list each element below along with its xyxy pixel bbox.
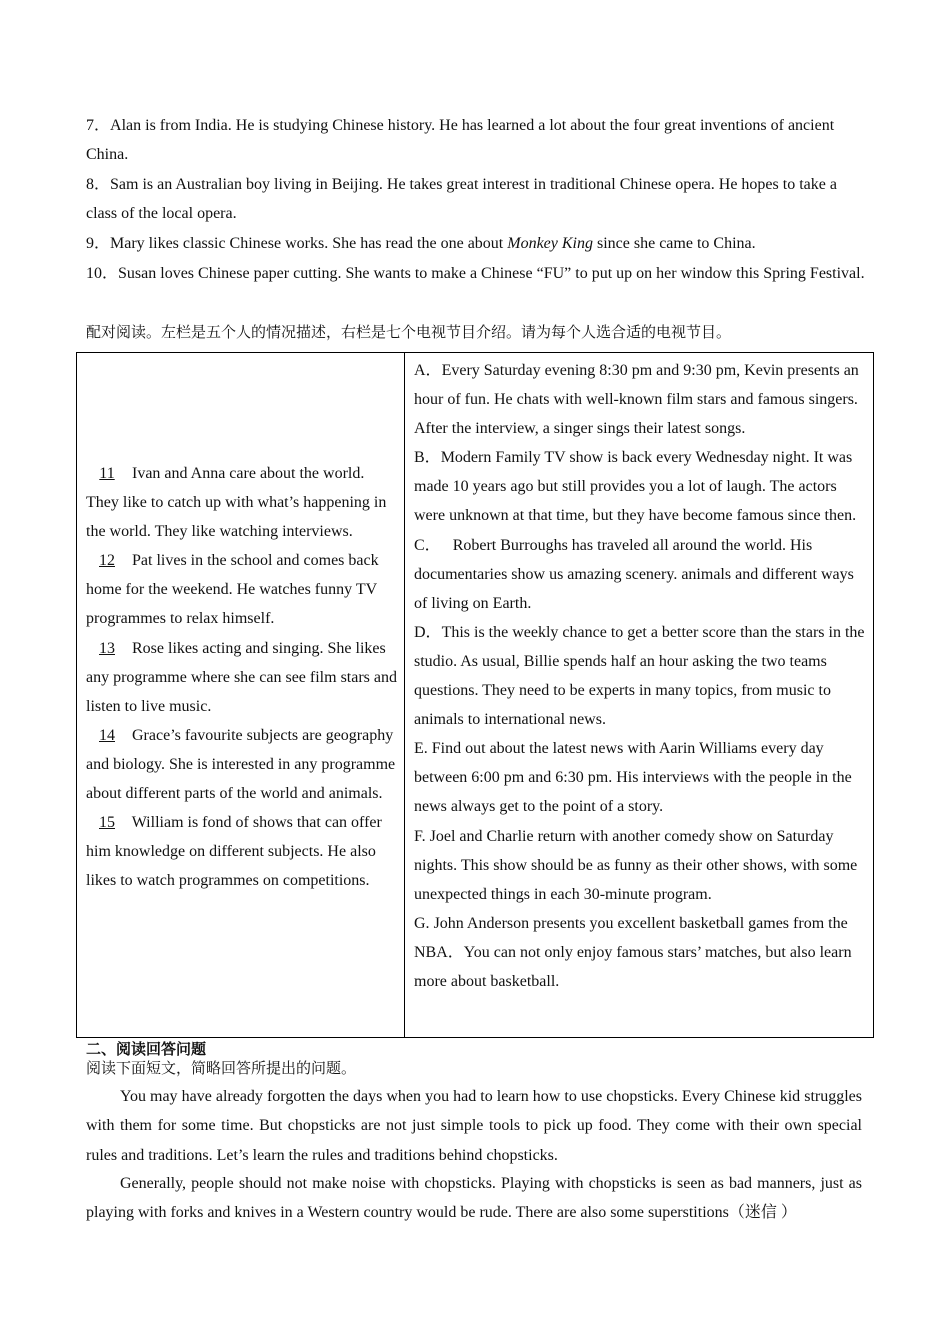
question-9: 9．Mary likes classic Chinese works. She has read the one about Monkey King since she came to China.: [86, 235, 756, 252]
answer-blank-15[interactable]: 15: [99, 814, 115, 832]
answer-blank-12[interactable]: 12: [99, 552, 115, 570]
question-8: 8．Sam is an Australian boy living in Beijing. He takes great interest in traditional Chinese opera. He hopes to take a class of the local opera.: [86, 176, 837, 223]
programme-a: A．Every Saturday evening 8:30 pm and 9:30 pm, Kevin presents an hour of fun. He chats with well-known film stars and famous singers. After the interview, a singer sings their latest songs.: [414, 362, 859, 438]
question-10: 10．Susan loves Chinese paper cutting. She wants to make a Chinese “FU” to put up on her window this Spring Festival.: [86, 265, 865, 282]
programme-f: F. Joel and Charlie return with another comedy show on Saturday nights. This show should be as funny as their other shows, with some unexpected things in each 30-minute program.: [414, 827, 858, 903]
question-7: 7．Alan is from India. He is studying Chinese history. He has learned a lot about the four great inventions of ancient China.: [86, 117, 835, 164]
matching-intro: 配对阅读。左栏是五个人的情况描述，右栏是七个电视节目介绍。请为每个人选合适的电视节目。: [86, 323, 732, 341]
section-instruction: 阅读下面短文，简略回答所提出的问题。: [86, 1059, 357, 1077]
people-column: [77, 353, 405, 1038]
passage-paragraph-2: Generally, people should not make noise with chopsticks. Playing with chopsticks is seen as bad manners, just as playing with forks and knives in a Western country would be rude. There are also some superstitions（迷信 ）: [86, 1175, 862, 1222]
programme-b: B．Modern Family TV show is back every Wednesday night. It was made 10 years ago but still provides you a lot of laugh. The actors were unknown at that time, but they have become famous since then.: [414, 449, 857, 525]
person-12: 12 Pat lives in the school and comes back home for the weekend. He watches funny TV programmes to relax himself.: [86, 546, 398, 633]
programme-c: C． Robert Burroughs has traveled all around the world. His documentaries show us amazing scenery. animals and different ways of living on Earth.: [414, 536, 854, 612]
programme-g: G. John Anderson presents you excellent basketball games from the NBA．You can not only enjoy famous stars’ matches, but also learn more about basketball.: [414, 914, 852, 990]
person-15: 15 William is fond of shows that can offer him knowledge on different subjects. He also likes to watch programmes on competitions.: [86, 808, 398, 895]
person-11: 11 Ivan and Anna care about the world. They like to catch up with what’s happening in the world. They like watching interviews.: [86, 459, 398, 546]
answer-blank-14[interactable]: 14: [99, 726, 115, 744]
section-heading: 二、阅读回答问题: [86, 1040, 207, 1058]
passage-paragraph-1: You may have already forgotten the days when you had to learn how to use chopsticks. Every Chinese kid struggles with them for some time. But chopsticks are not just simple tools to pick up food. They come with their own special rules and traditions. Let’s learn the rules and traditions behind chopsticks.: [86, 1088, 862, 1164]
book-title: Monkey King: [507, 235, 593, 252]
programme-d: D．This is the weekly chance to get a better score than the stars in the studio. As usual, Billie spends half an hour asking the two teams questions. They need to be experts in many topics, from music to animals to international news.: [414, 623, 865, 729]
person-13: 13 Rose likes acting and singing. She likes any programme where she can see film stars and listen to live music.: [86, 634, 398, 721]
person-14: 14 Grace’s favourite subjects are geography and biology. She is interested in any programme about different parts of the world and animals.: [86, 721, 398, 808]
matching-table: [76, 352, 874, 1038]
answer-blank-11[interactable]: 11: [99, 465, 115, 482]
programmes-column: [405, 353, 874, 1038]
answer-blank-13[interactable]: 13: [99, 639, 115, 657]
programme-e: E. Find out about the latest news with Aarin Williams every day between 6:00 pm and 6:30 pm. His interviews with the people in the news always get to the point of a story.: [414, 740, 852, 816]
